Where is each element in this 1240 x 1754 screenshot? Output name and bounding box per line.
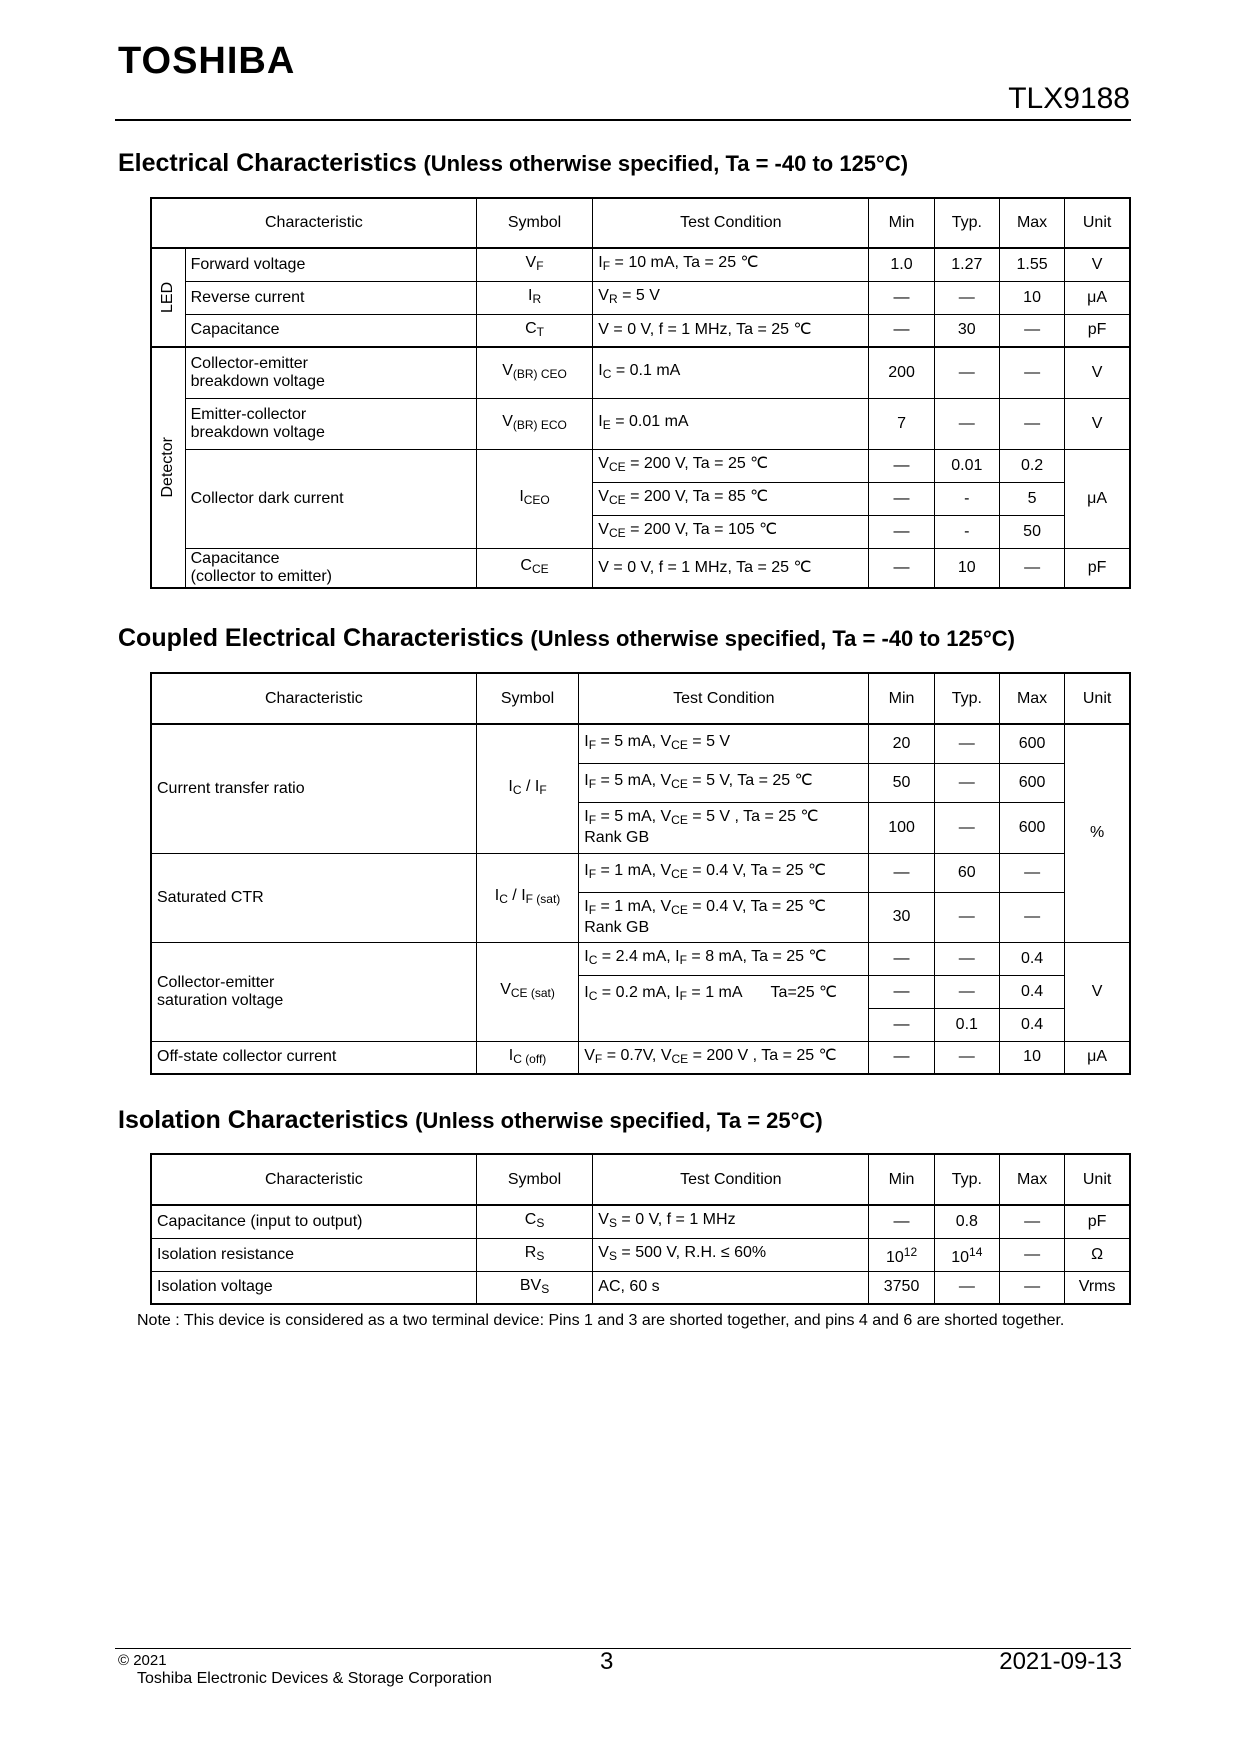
max-value: 0.2	[999, 449, 1064, 482]
max-value: —	[999, 314, 1064, 347]
isolation-note: Note : This device is considered as a two terminal device: Pins 1 and 3 are shorted together, and pins 4 and 6 are shorted together.	[137, 1312, 1065, 1329]
table-row	[151, 1041, 1130, 1074]
footer-copyright: © 2021	[118, 1652, 167, 1669]
table-row	[151, 449, 1130, 482]
min-value: 50	[869, 763, 934, 802]
min-value: —	[869, 548, 934, 588]
sym-sat-ctr: $I_C / I_{F (sat)}$	[476, 853, 578, 942]
unit-value: Vrms	[1065, 1271, 1130, 1304]
col-symbol: Symbol	[476, 198, 592, 248]
char-led-capacitance: Capacitance	[185, 314, 476, 347]
table-row	[151, 314, 1130, 347]
max-value: 5	[999, 482, 1064, 515]
min-value: 20	[869, 724, 934, 763]
electrical-title-main: Electrical Characteristics	[118, 149, 417, 177]
char-reverse-current: Reverse current	[185, 281, 476, 314]
col-test-condition: Test Condition	[579, 673, 869, 724]
min-value: —	[869, 314, 934, 347]
table-row	[151, 398, 1130, 449]
max-value: 0.4	[999, 1008, 1064, 1041]
unit-value: μA	[1065, 281, 1130, 314]
table-header-row	[151, 673, 1130, 724]
char-ctr: Current transfer ratio	[151, 724, 476, 853]
col-characteristic: Characteristic	[151, 673, 476, 724]
cond-cs: $V_S = 0$ V, f = 1 MHz	[593, 1205, 869, 1238]
cond-ir: $V_R = 5$ V	[593, 281, 869, 314]
sym-vbr-eco: $V_{(BR) ECO}$	[476, 398, 592, 449]
min-value: 100	[869, 802, 934, 853]
cond-vbr-ceo: $I_C = 0.1$ mA	[593, 347, 869, 398]
col-symbol: Symbol	[476, 673, 578, 724]
min-value: 1.0	[869, 248, 934, 281]
typ-value: 60	[934, 853, 999, 892]
col-characteristic: Characteristic	[151, 198, 476, 248]
footer-company: Toshiba Electronic Devices & Storage Corporation	[137, 1670, 492, 1687]
typ-value: 0.8	[934, 1205, 999, 1238]
max-value: 600	[999, 802, 1064, 853]
cond-sat-ctr-2: $I_F = 1$ mA, $V_{CE} = 0.4$ V, Ta = 25 ℃ Rank GB	[579, 892, 869, 942]
typ-value: —	[934, 1041, 999, 1074]
col-unit: Unit	[1065, 673, 1130, 724]
header-rule	[115, 119, 1131, 121]
char-dark-current: Collector dark current	[185, 449, 476, 548]
typ-value: 1.27	[934, 248, 999, 281]
typ-value: —	[934, 763, 999, 802]
max-value: —	[999, 1238, 1064, 1271]
unit-value: μA	[1065, 1041, 1130, 1074]
coupled-title	[118, 624, 1015, 653]
toshiba-logo: TOSHIBA	[118, 40, 296, 82]
table-header-row	[151, 1154, 1130, 1205]
typ-value: —	[934, 975, 999, 1008]
min-value: $10^{12}$	[869, 1238, 934, 1271]
group-detector: Detector	[151, 347, 185, 588]
sym-ir: $I_R$	[476, 281, 592, 314]
min-value: —	[869, 1008, 934, 1041]
sym-cs: $C_S$	[476, 1205, 592, 1238]
table-header-row	[151, 198, 1130, 248]
max-value: 0.4	[999, 975, 1064, 1008]
sym-vbr-ceo: $V_{(BR) CEO}$	[476, 347, 592, 398]
page-number: 3	[600, 1648, 614, 1675]
char-iso-resistance: Isolation resistance	[151, 1238, 476, 1271]
sym-bvs: $BV_S$	[476, 1271, 592, 1304]
max-value: —	[999, 347, 1064, 398]
cond-bvs: AC, 60 s	[593, 1271, 869, 1304]
col-unit: Unit	[1065, 1154, 1130, 1205]
cond-ctr-1: $I_F = 5$ mA, $V_{CE} = 5$ V	[579, 724, 869, 763]
min-value: —	[869, 281, 934, 314]
min-value: —	[869, 853, 934, 892]
group-led: LED	[151, 248, 185, 347]
typ-value: —	[934, 724, 999, 763]
typ-value: -	[934, 515, 999, 548]
min-value: —	[869, 482, 934, 515]
footer-rule	[115, 1648, 1131, 1649]
sym-iceo: $I_{CEO}$	[476, 449, 592, 548]
min-value: 7	[869, 398, 934, 449]
max-value: —	[999, 548, 1064, 588]
cond-sat-ctr-1: $I_F = 1$ mA, $V_{CE} = 0.4$ V, Ta = 25 ℃	[579, 853, 869, 892]
max-value: 0.4	[999, 942, 1064, 975]
unit-value: V	[1065, 248, 1130, 281]
table-row	[151, 347, 1130, 398]
char-vce-sat: Collector-emitter saturation voltage	[151, 942, 476, 1041]
max-value: 50	[999, 515, 1064, 548]
col-max: Max	[999, 673, 1064, 724]
min-value: 30	[869, 892, 934, 942]
col-min: Min	[869, 673, 934, 724]
char-forward-voltage: Forward voltage	[185, 248, 476, 281]
col-min: Min	[869, 198, 934, 248]
cond-vf: $I_F = 10$ mA, Ta = 25 ℃	[593, 248, 869, 281]
isolation-table	[150, 1153, 1131, 1305]
table-row	[151, 248, 1130, 281]
typ-value: 0.1	[934, 1008, 999, 1041]
max-value: 1.55	[999, 248, 1064, 281]
max-value: 600	[999, 724, 1064, 763]
typ-value: 0.01	[934, 449, 999, 482]
max-value: —	[999, 1271, 1064, 1304]
col-typ: Typ.	[934, 1154, 999, 1205]
table-row	[151, 853, 1130, 892]
cond-rs: $V_S = 500$ V, R.H. ≤ 60%	[593, 1238, 869, 1271]
char-iso-capacitance: Capacitance (input to output)	[151, 1205, 476, 1238]
char-ec-breakdown: Emitter-collector breakdown voltage	[185, 398, 476, 449]
unit-value: Ω	[1065, 1238, 1130, 1271]
max-value: 10	[999, 1041, 1064, 1074]
max-value: —	[999, 398, 1064, 449]
unit-value: pF	[1065, 314, 1130, 347]
table-row	[151, 1271, 1130, 1304]
col-min: Min	[869, 1154, 934, 1205]
coupled-title-sub: (Unless otherwise specified, Ta = -40 to 125°C)	[530, 626, 1015, 651]
cond-vce-sat-1: $I_C = 2.4$ mA, $I_F = 8$ mA, Ta = 25 ℃	[579, 942, 869, 975]
min-value: —	[869, 449, 934, 482]
min-value: —	[869, 515, 934, 548]
coupled-table	[150, 672, 1131, 1075]
unit-value: pF	[1065, 548, 1130, 588]
sym-ic-off: $I_{C (off)}$	[476, 1041, 578, 1074]
electrical-title	[118, 149, 908, 178]
cond-cce: V = 0 V, f = 1 MHz, Ta = 25 ℃	[593, 548, 869, 588]
unit-value: V	[1065, 398, 1130, 449]
char-iso-voltage: Isolation voltage	[151, 1271, 476, 1304]
min-value: —	[869, 975, 934, 1008]
electrical-title-sub: (Unless otherwise specified, Ta = -40 to 125°C)	[423, 151, 909, 176]
min-value: 3750	[869, 1271, 934, 1304]
col-max: Max	[999, 1154, 1064, 1205]
char-det-capacitance: Capacitance (collector to emitter)	[185, 548, 476, 588]
sym-vf: $V_F$	[476, 248, 592, 281]
unit-value: pF	[1065, 1205, 1130, 1238]
col-typ: Typ.	[934, 673, 999, 724]
col-characteristic: Characteristic	[151, 1154, 476, 1205]
table-row	[151, 1205, 1130, 1238]
typ-value: —	[934, 892, 999, 942]
typ-value: —	[934, 398, 999, 449]
typ-value: —	[934, 942, 999, 975]
cond-ctr-2: $I_F = 5$ mA, $V_{CE} = 5$ V, Ta = 25 ℃	[579, 763, 869, 802]
max-value: —	[999, 892, 1064, 942]
sym-ct: $C_T$	[476, 314, 592, 347]
col-test-condition: Test Condition	[593, 1154, 869, 1205]
table-row	[151, 942, 1130, 975]
cond-iceo-105: $V_{CE} = 200$ V, Ta = 105 ℃	[593, 515, 869, 548]
max-value: —	[999, 853, 1064, 892]
table-row	[151, 1238, 1130, 1271]
typ-value: —	[934, 281, 999, 314]
sym-vce-sat: $V_{CE (sat)}$	[476, 942, 578, 1041]
char-sat-ctr: Saturated CTR	[151, 853, 476, 942]
isolation-title-sub: (Unless otherwise specified, Ta = 25°C)	[415, 1108, 823, 1133]
typ-value: $10^{14}$	[934, 1238, 999, 1271]
typ-value: —	[934, 1271, 999, 1304]
cond-iceo-85: $V_{CE} = 200$ V, Ta = 85 ℃	[593, 482, 869, 515]
col-test-condition: Test Condition	[593, 198, 869, 248]
table-row	[151, 281, 1130, 314]
cond-ctr-3: $I_F = 5$ mA, $V_{CE} = 5$ V , Ta = 25 ℃ Rank GB	[579, 802, 869, 853]
col-max: Max	[999, 198, 1064, 248]
unit-value: V	[1065, 347, 1130, 398]
char-off-state: Off-state collector current	[151, 1041, 476, 1074]
sym-cce: $C_{CE}$	[476, 548, 592, 588]
typ-value: 10	[934, 548, 999, 588]
table-row	[151, 724, 1130, 763]
cond-ic-off: $V_F = 0.7V$, $V_{CE} = 200$ V , Ta = 25 ℃	[579, 1041, 869, 1074]
coupled-title-main: Coupled Electrical Characteristics	[118, 624, 524, 652]
max-value: 10	[999, 281, 1064, 314]
typ-value: -	[934, 482, 999, 515]
max-value: —	[999, 1205, 1064, 1238]
typ-value: —	[934, 347, 999, 398]
cond-vce-sat-2: $I_C = 0.2$ mA, $I_F = 1$ mA Ta=25 ℃	[579, 975, 869, 1041]
unit-value: V	[1065, 942, 1130, 1041]
max-value: 600	[999, 763, 1064, 802]
col-unit: Unit	[1065, 198, 1130, 248]
unit-value: %	[1065, 724, 1130, 942]
cond-iceo-25: $V_{CE} = 200$ V, Ta = 25 ℃	[593, 449, 869, 482]
unit-value: μA	[1065, 449, 1130, 548]
table-row	[151, 548, 1130, 588]
part-number: TLX9188	[1008, 82, 1130, 115]
isolation-title-main: Isolation Characteristics	[118, 1106, 409, 1134]
col-typ: Typ.	[934, 198, 999, 248]
electrical-table	[150, 197, 1131, 589]
min-value: —	[869, 1205, 934, 1238]
footer-date: 2021-09-13	[999, 1648, 1122, 1675]
typ-value: —	[934, 802, 999, 853]
char-ce-breakdown: Collector-emitter breakdown voltage	[185, 347, 476, 398]
sym-rs: $R_S$	[476, 1238, 592, 1271]
isolation-title	[118, 1106, 823, 1135]
col-symbol: Symbol	[476, 1154, 592, 1205]
typ-value: 30	[934, 314, 999, 347]
min-value: —	[869, 942, 934, 975]
cond-ct: V = 0 V, f = 1 MHz, Ta = 25 ℃	[593, 314, 869, 347]
min-value: —	[869, 1041, 934, 1074]
min-value: 200	[869, 347, 934, 398]
cond-vbr-eco: $I_E = 0.01$ mA	[593, 398, 869, 449]
sym-ctr: $I_C / I_F$	[476, 724, 578, 853]
